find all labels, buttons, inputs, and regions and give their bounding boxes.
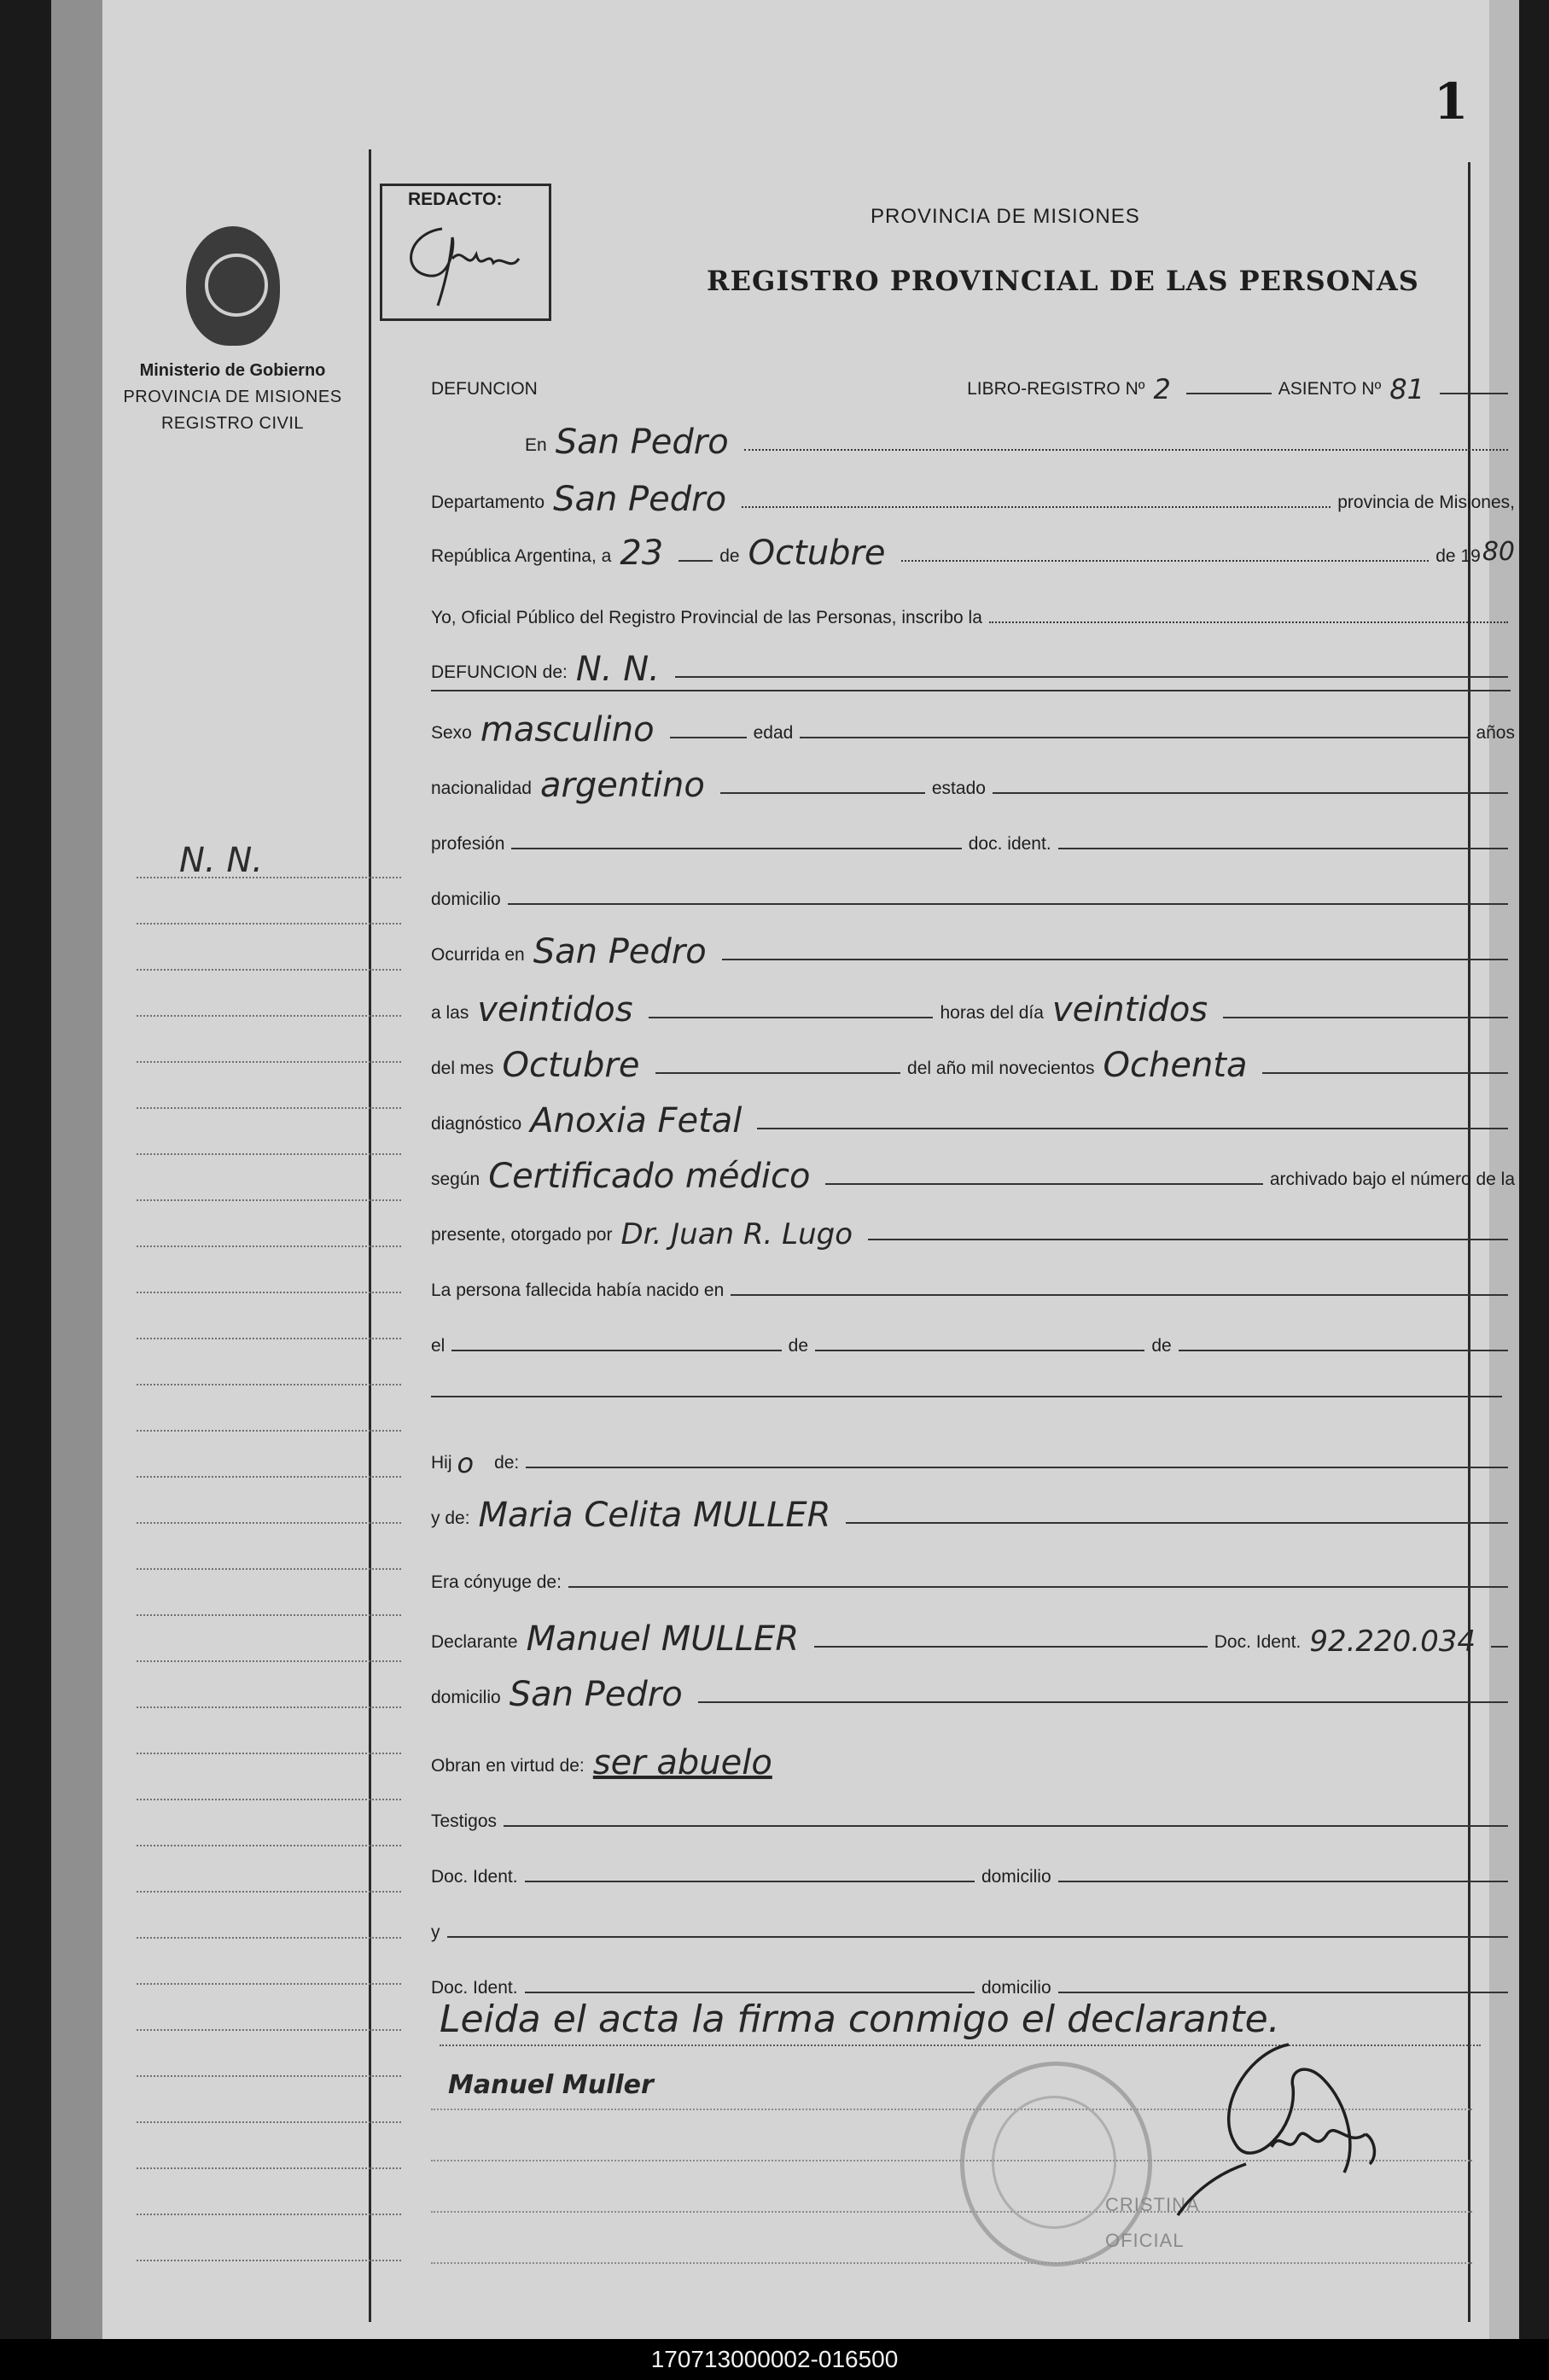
conyuge-label: Era cónyuge de: bbox=[431, 1572, 562, 1592]
closing-text: Leida el acta la firma conmigo el declarante. bbox=[440, 1998, 1280, 2041]
row-presente bbox=[431, 1215, 1515, 1249]
del-anio-value: Ochenta bbox=[1103, 1046, 1248, 1085]
ministry-registry: REGISTRO CIVIL bbox=[160, 414, 305, 433]
redacto-box bbox=[380, 184, 551, 321]
de-label: de bbox=[719, 546, 740, 566]
row-doc-ident3 bbox=[431, 1968, 1515, 2002]
sexo-label: Sexo bbox=[431, 723, 472, 743]
ocurrida-label: Ocurrida en bbox=[431, 945, 525, 965]
anio-value: 80 bbox=[1482, 537, 1515, 567]
doc-ident3-label: Doc. Ident. bbox=[431, 1978, 518, 1998]
domicilio2-value: San Pedro bbox=[509, 1675, 683, 1714]
extra-rule-4 bbox=[431, 2262, 1472, 2264]
en-value: San Pedro bbox=[555, 423, 729, 462]
departamento-label: Departamento bbox=[431, 493, 545, 512]
page-number: 1 bbox=[1434, 73, 1469, 131]
double-rule bbox=[431, 690, 1511, 691]
row-segun bbox=[431, 1157, 1515, 1196]
del-mes-label: del mes bbox=[431, 1059, 494, 1078]
nacido-de-label: de bbox=[788, 1336, 809, 1356]
departamento-value: San Pedro bbox=[553, 480, 727, 519]
row-a-las bbox=[431, 990, 1515, 1030]
estado-label: estado bbox=[931, 779, 986, 798]
diagnostico-value: Anoxia Fetal bbox=[530, 1101, 742, 1140]
declarante-doc-label: Doc. Ident. bbox=[1214, 1632, 1302, 1652]
row-obran bbox=[431, 1743, 1515, 1782]
row-sexo bbox=[431, 710, 1515, 750]
diagnostico-label: diagnóstico bbox=[431, 1114, 522, 1134]
blank-rule bbox=[431, 1396, 1502, 1397]
presente-label: presente, otorgado por bbox=[431, 1225, 613, 1245]
provincia-suffix: provincia de Misiones, bbox=[1337, 493, 1515, 512]
hij-label: Hij bbox=[431, 1453, 452, 1473]
y-de-label: y de: bbox=[431, 1508, 470, 1528]
row-conyuge bbox=[431, 1562, 1515, 1596]
official-stamp-line-1: CRISTINA bbox=[1105, 2194, 1200, 2215]
anos-label: años bbox=[1476, 723, 1515, 743]
doc-ident-label: doc. ident. bbox=[968, 834, 1051, 854]
ministry-header bbox=[85, 226, 380, 440]
de19-label: de 19 bbox=[1435, 546, 1481, 566]
ocurrida-value: San Pedro bbox=[533, 932, 707, 971]
row-nacionalidad bbox=[431, 766, 1515, 805]
header-registry: REGISTRO PROVINCIAL DE LAS PERSONAS bbox=[707, 265, 1419, 297]
a-las-value: veintidos bbox=[477, 990, 633, 1030]
libro-label: LIBRO-REGISTRO Nº bbox=[967, 379, 1145, 399]
asiento-label: ASIENTO Nº bbox=[1278, 379, 1382, 399]
republica-label: República Argentina, a bbox=[431, 546, 612, 566]
declarante-label: Declarante bbox=[431, 1632, 518, 1652]
domicilio4-label: domicilio bbox=[981, 1978, 1051, 1998]
margin-lines bbox=[137, 832, 401, 2261]
hij-value: o bbox=[457, 1447, 475, 1479]
register-page bbox=[51, 0, 1519, 2339]
header-province: PROVINCIA DE MISIONES bbox=[871, 205, 1140, 228]
nacionalidad-value: argentino bbox=[539, 766, 705, 805]
testigos-label: Testigos bbox=[431, 1811, 498, 1831]
yo-text: Yo, Oficial Público del Registro Provincial de las Personas, inscribo la bbox=[431, 608, 982, 627]
row-doc-ident2 bbox=[431, 1857, 1515, 1891]
obran-label: Obran en virtud de: bbox=[431, 1756, 585, 1776]
row-diagnostico bbox=[431, 1101, 1515, 1140]
image-id-footer: 170713000002-016500 bbox=[0, 2339, 1549, 2380]
nacido-label: La persona fallecida había nacido en bbox=[431, 1280, 725, 1300]
sexo-value: masculino bbox=[480, 710, 655, 750]
row-domicilio2 bbox=[431, 1677, 1515, 1712]
official-signature-icon bbox=[1161, 2036, 1408, 2224]
defuncion-label: DEFUNCION bbox=[431, 379, 538, 399]
y-label: y bbox=[431, 1922, 440, 1942]
ministry-province: PROVINCIA DE MISIONES bbox=[123, 388, 342, 406]
y-de-value: Maria Celita MULLER bbox=[478, 1496, 831, 1535]
row-libro bbox=[431, 369, 1515, 403]
en-label: En bbox=[525, 435, 547, 455]
declarante-doc-value: 92.220.034 bbox=[1309, 1625, 1476, 1659]
margin-note: N. N. bbox=[179, 841, 263, 880]
obran-value: ser abuelo bbox=[592, 1743, 772, 1782]
libro-value: 2 bbox=[1153, 373, 1171, 405]
hij-de-label: de: bbox=[494, 1453, 520, 1473]
coat-of-arms-icon bbox=[186, 226, 280, 346]
asiento-value: 81 bbox=[1389, 373, 1424, 405]
horas-label: horas del día bbox=[940, 1003, 1044, 1023]
row-yo bbox=[431, 598, 1515, 632]
segun-label: según bbox=[431, 1170, 480, 1189]
del-mes-value: Octubre bbox=[502, 1046, 640, 1085]
row-republica bbox=[431, 534, 1515, 573]
row-domicilio bbox=[431, 879, 1515, 913]
row-el bbox=[431, 1326, 1515, 1360]
doc-ident2-label: Doc. Ident. bbox=[431, 1867, 518, 1887]
declarante-value: Manuel MULLER bbox=[526, 1619, 800, 1659]
row-defuncion-de bbox=[431, 650, 1515, 689]
row-nacido bbox=[431, 1270, 1515, 1304]
nacido-de2-label: de bbox=[1151, 1336, 1172, 1356]
archivado-label: archivado bajo el número de la bbox=[1269, 1170, 1515, 1189]
declarant-signature: Manuel Muller bbox=[448, 2070, 654, 2100]
edad-label: edad bbox=[753, 723, 794, 743]
del-anio-label: del año mil novecientos bbox=[907, 1059, 1095, 1078]
a-las-label: a las bbox=[431, 1003, 469, 1023]
signature-icon bbox=[391, 212, 536, 310]
redacto-label: REDACTO: bbox=[408, 190, 503, 209]
row-y bbox=[431, 1912, 1515, 1946]
dia-value: 23 bbox=[620, 534, 664, 573]
segun-value: Certificado médico bbox=[488, 1157, 811, 1196]
presente-value: Dr. Juan R. Lugo bbox=[620, 1217, 853, 1251]
el-label: el bbox=[431, 1336, 445, 1356]
domicilio-label: domicilio bbox=[431, 890, 501, 909]
nacionalidad-label: nacionalidad bbox=[431, 779, 532, 798]
row-del-mes bbox=[431, 1046, 1515, 1085]
domicilio3-label: domicilio bbox=[981, 1867, 1051, 1887]
profesion-label: profesión bbox=[431, 834, 505, 854]
ministry-name: Ministerio de Gobierno bbox=[139, 361, 326, 380]
row-en bbox=[431, 423, 1515, 462]
domicilio2-label: domicilio bbox=[431, 1688, 501, 1707]
row-ocurrida bbox=[431, 932, 1515, 971]
defuncion-de-value: N. N. bbox=[575, 650, 660, 689]
row-testigos bbox=[431, 1801, 1515, 1835]
defuncion-de-label: DEFUNCION de: bbox=[431, 662, 568, 682]
mes-value: Octubre bbox=[748, 534, 886, 573]
row-departamento bbox=[431, 480, 1515, 519]
official-stamp-line-2: OFICIAL bbox=[1105, 2230, 1185, 2251]
row-profesion bbox=[431, 824, 1515, 858]
row-y-de bbox=[431, 1496, 1515, 1535]
row-hij bbox=[431, 1443, 1515, 1477]
row-declarante bbox=[431, 1619, 1515, 1659]
horas-value: veintidos bbox=[1051, 990, 1208, 1030]
